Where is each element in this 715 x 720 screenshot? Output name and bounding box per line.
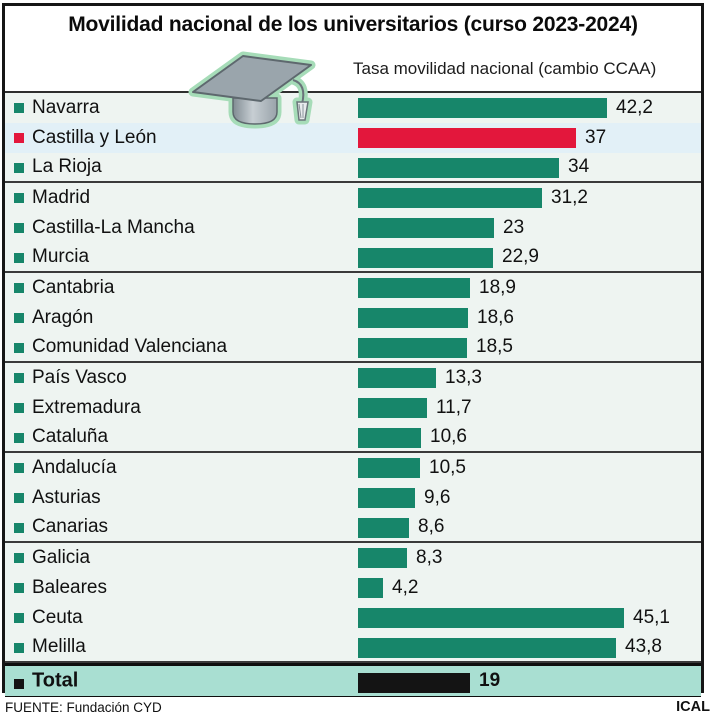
region-label: Canarias <box>32 516 109 537</box>
value-label: 31,2 <box>551 187 588 208</box>
row-bullet-square <box>14 523 24 533</box>
row-bullet-square <box>14 163 24 173</box>
page-title: Movilidad nacional de los universitarios (curso 2023-2024) <box>68 13 638 36</box>
region-label: Extremadura <box>32 397 141 418</box>
row-bullet-square <box>14 253 24 263</box>
region-label: La Rioja <box>32 156 102 177</box>
value-bar <box>358 128 576 148</box>
chart-row <box>5 483 701 513</box>
value-label: 10,6 <box>430 426 467 447</box>
region-label: Murcia <box>32 246 90 267</box>
value-bar <box>358 578 383 598</box>
row-bullet-square <box>14 223 24 233</box>
value-label: 42,2 <box>616 97 653 118</box>
row-bullet-square <box>14 583 24 593</box>
chart-row <box>5 303 701 333</box>
source-label: FUENTE: Fundación CYD <box>5 700 162 715</box>
value-label: 9,6 <box>424 487 451 508</box>
row-bullet-square <box>14 643 24 653</box>
region-label: Aragón <box>32 307 94 328</box>
chart-row <box>5 153 701 183</box>
row-bullet-square <box>14 133 24 143</box>
value-bar <box>358 673 470 693</box>
value-bar <box>358 158 559 178</box>
region-label: Navarra <box>32 97 100 118</box>
row-bullet-square <box>14 373 24 383</box>
chart-row <box>5 543 701 573</box>
value-bar <box>358 638 616 658</box>
value-bar <box>358 458 420 478</box>
value-label: 34 <box>568 156 590 177</box>
value-label: 23 <box>503 217 525 238</box>
row-bullet-square <box>14 403 24 413</box>
chart-row <box>5 333 701 363</box>
value-label: 18,6 <box>477 307 514 328</box>
value-bar <box>358 398 427 418</box>
value-label: 13,3 <box>445 367 482 388</box>
row-bullet-square <box>14 679 24 689</box>
value-label: 4,2 <box>392 577 419 598</box>
chart-row <box>5 453 701 483</box>
chart-subtitle: Tasa movilidad nacional (cambio CCAA) <box>353 59 657 78</box>
value-bar <box>358 518 409 538</box>
region-label: Galicia <box>32 547 91 568</box>
value-bar <box>358 248 493 268</box>
region-label: Total <box>32 669 79 692</box>
value-label: 8,3 <box>416 547 443 568</box>
region-label: Castilla y León <box>32 127 157 148</box>
region-label: Ceuta <box>32 607 83 628</box>
chart-row <box>5 603 701 633</box>
chart-row <box>5 363 701 393</box>
chart-row <box>5 393 701 423</box>
value-bar <box>358 278 470 298</box>
value-bar <box>358 188 542 208</box>
chart-row <box>5 183 701 213</box>
region-label: Baleares <box>32 577 107 598</box>
row-bullet-square <box>14 313 24 323</box>
row-bullet-square <box>14 463 24 473</box>
chart-row <box>5 213 701 243</box>
value-bar <box>358 608 624 628</box>
chart-row <box>5 243 701 273</box>
credit-label: ICAL <box>676 699 710 715</box>
value-bar <box>358 218 494 238</box>
value-bar <box>358 308 468 328</box>
value-bar <box>358 548 407 568</box>
value-label: 18,5 <box>476 336 513 357</box>
chart-row <box>5 573 701 603</box>
value-label: 37 <box>585 127 607 148</box>
region-label: Cataluña <box>32 426 109 447</box>
row-bullet-square <box>14 103 24 113</box>
graduation-cap-icon <box>181 48 321 134</box>
value-label: 10,5 <box>429 457 466 478</box>
value-label: 11,7 <box>436 397 472 418</box>
infographic-frame <box>2 3 704 693</box>
region-label: Andalucía <box>32 457 117 478</box>
value-bar <box>358 368 436 388</box>
chart-row <box>5 513 701 543</box>
value-bar <box>358 488 415 508</box>
value-label: 43,8 <box>625 636 662 657</box>
region-label: Castilla-La Mancha <box>32 217 195 238</box>
chart-row <box>5 423 701 453</box>
value-bar <box>358 428 421 448</box>
region-label: Comunidad Valenciana <box>32 336 228 357</box>
row-bullet-square <box>14 343 24 353</box>
chart-row <box>5 93 701 123</box>
total-row <box>5 663 701 699</box>
value-label: 18,9 <box>479 277 516 298</box>
region-label: Cantabria <box>32 277 115 298</box>
bar-rows <box>5 91 701 699</box>
chart-row <box>5 633 701 663</box>
footer <box>0 697 715 720</box>
row-bullet-square <box>14 493 24 503</box>
value-label: 22,9 <box>502 246 539 267</box>
row-bullet-square <box>14 193 24 203</box>
row-bullet-square <box>14 553 24 563</box>
row-bullet-square <box>14 283 24 293</box>
value-bar <box>358 98 607 118</box>
region-label: Melilla <box>32 636 86 657</box>
chart-row <box>5 273 701 303</box>
region-label: Asturias <box>32 487 101 508</box>
row-bullet-square <box>14 433 24 443</box>
region-label: País Vasco <box>32 367 127 388</box>
value-label: 45,1 <box>633 607 670 628</box>
row-bullet-square <box>14 613 24 623</box>
chart-row <box>5 123 701 153</box>
value-label: 19 <box>479 670 501 691</box>
value-bar <box>358 338 467 358</box>
region-label: Madrid <box>32 187 91 208</box>
value-label: 8,6 <box>418 516 445 537</box>
